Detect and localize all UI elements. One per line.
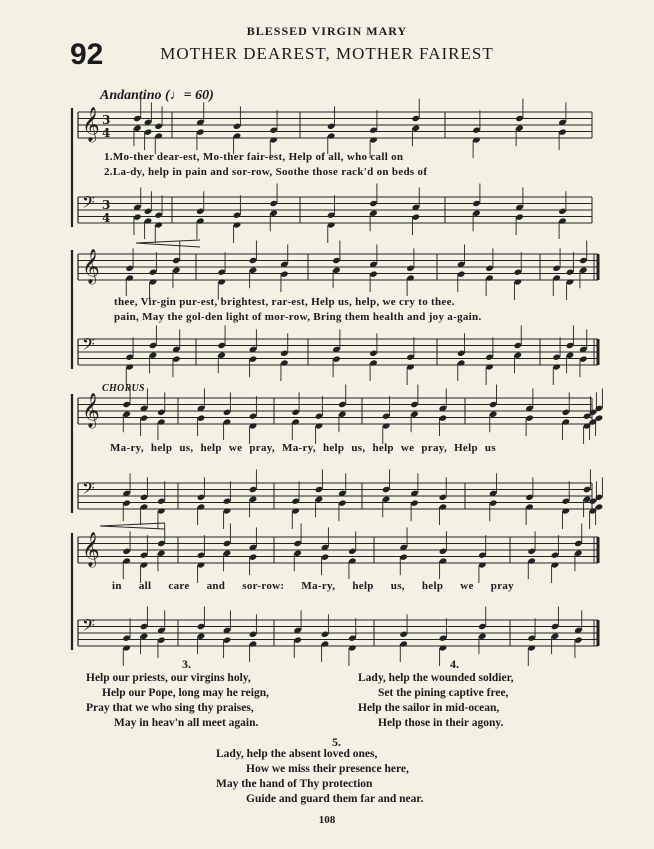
verse3-line: Pray that we who sing thy praises, xyxy=(86,702,254,714)
time-signature-bottom: 4 xyxy=(102,126,111,140)
system1-lyric-verse2: 2.La-dy, help in pain and sor-row, Soothe those rack'd on beds of xyxy=(104,166,428,178)
treble-clef-icon: 𝄞 xyxy=(82,107,100,142)
verse5-number: 5. xyxy=(332,735,341,749)
hymn-title: MOTHER DEAREST, MOTHER FAIREST xyxy=(160,44,494,63)
verse3-line: Help our Pope, long may he reign, xyxy=(102,687,269,699)
crescendo-mark xyxy=(100,523,165,529)
system3-lyric: Ma-ry, help us, help we pray, Ma-ry, help us, help we pray, Help us xyxy=(110,442,496,454)
verse4-line: Help those in their agony. xyxy=(378,717,504,729)
metronome-mark: (♩= 60) xyxy=(164,88,214,103)
bass-clef-icon: 𝄢 xyxy=(82,334,95,358)
verse4-number: 4. xyxy=(450,657,459,671)
verse5-line: Lady, help the absent loved ones, xyxy=(216,748,378,760)
system2-lyric-verse2: pain, May the gol-den light of mor-row, Bring them health and joy a-gain. xyxy=(114,311,482,323)
hymn-number: 92 xyxy=(70,38,104,71)
system2-lyric-verse1: thee, Vir-gin pur-est, brightest, rar-est, Help us, help, we cry to thee. xyxy=(114,296,455,308)
chorus-label: CHORUS xyxy=(102,383,145,394)
category-heading: BLESSED VIRGIN MARY xyxy=(246,24,408,38)
crescendo-mark xyxy=(136,240,200,247)
time-signature-bottom: 4 xyxy=(102,211,111,225)
treble-clef-icon: 𝄞 xyxy=(82,393,100,428)
verse3-line: Help our priests, our virgins holy, xyxy=(86,672,251,684)
treble-clef-icon: 𝄞 xyxy=(82,532,100,567)
bass-clef-icon: 𝄢 xyxy=(82,478,95,502)
metronome-value: = 60 xyxy=(183,88,210,103)
bass-clef-icon: 𝄢 xyxy=(82,615,95,639)
verse5-line: Guide and guard them far and near. xyxy=(246,793,424,805)
page-number: 108 xyxy=(318,814,336,826)
verse4-line: Set the pining captive free, xyxy=(378,687,509,699)
verse5-line: How we miss their presence here, xyxy=(246,763,409,775)
quarter-note-icon: ♩ xyxy=(169,88,184,103)
treble-clef-icon: 𝄞 xyxy=(82,249,100,284)
verse4-line: Lady, help the wounded soldier, xyxy=(358,672,514,684)
verse5-line: May the hand of Thy protection xyxy=(216,778,373,790)
time-signature-top: 3 xyxy=(102,198,111,212)
tempo-label: Andantino xyxy=(100,88,162,103)
verse3-line: May in heav'n all meet again. xyxy=(114,717,259,729)
system1-lyric-verse1: 1.Mo-ther dear-est, Mo-ther fair-est, Help of all, who call on xyxy=(104,151,404,163)
time-signature-top: 3 xyxy=(102,113,111,127)
bass-clef-icon: 𝄢 xyxy=(82,192,95,216)
verse3-number: 3. xyxy=(182,657,191,671)
system4-lyric: in all care and sor-row: Ma-ry, help us, help we pray xyxy=(112,580,514,592)
verse4-line: Help the sailor in mid-ocean, xyxy=(358,702,500,714)
